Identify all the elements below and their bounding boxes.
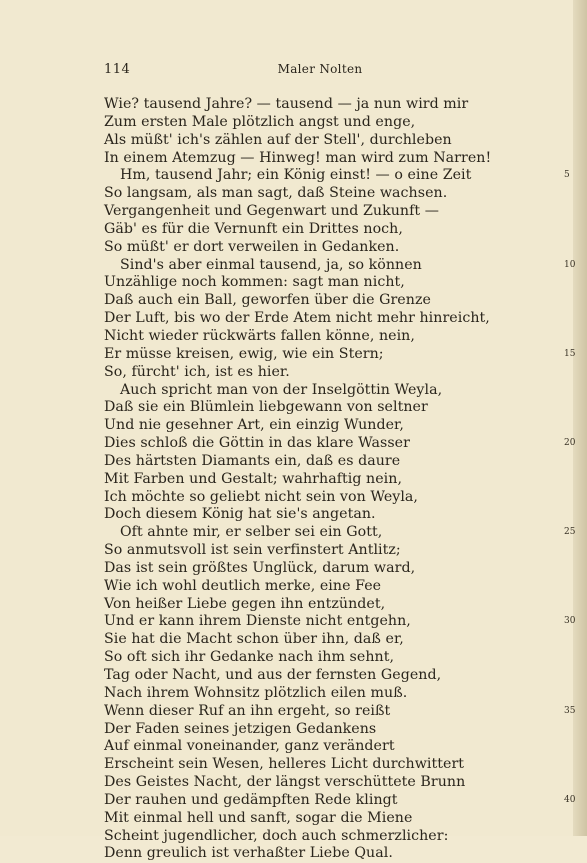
verse-line-text: Vergangenheit und Gegenwart und Zukunft — xyxy=(104,203,439,220)
verse-line xyxy=(104,453,536,471)
verse-line-text: So müßt' er dort verweilen in Gedanken. xyxy=(104,238,400,255)
verse-line-text: Mit einmal hell und sanft, sogar die Miene xyxy=(104,809,413,826)
verse-line-text: Der Faden seines jetzigen Gedankens xyxy=(104,720,377,737)
verse-line xyxy=(104,150,536,168)
verse-line-text: So oft sich ihr Gedanke nach ihm sehnt, xyxy=(104,649,395,666)
line-number: 20 xyxy=(564,438,576,449)
verse-line-text: Des Geistes Nacht, der längst verschüttete Brunn xyxy=(104,774,466,791)
verse-line-text: Wie? tausend Jahre? — tausend — ja nun wird mir xyxy=(104,96,469,112)
verse-line-text: Hm, tausend Jahr; ein König einst! — o eine Zeit xyxy=(120,167,472,184)
line-number: 35 xyxy=(564,705,576,716)
verse-line xyxy=(104,382,536,400)
line-number: 40 xyxy=(564,794,576,805)
verse-line-text: Daß auch ein Ball, geworfen über die Grenze xyxy=(104,292,431,309)
verse-line xyxy=(104,114,536,132)
line-number: 30 xyxy=(564,616,576,627)
verse-line xyxy=(104,828,536,846)
verse-line-text: So, fürcht' ich, ist es hier. xyxy=(104,363,290,380)
verse-line xyxy=(104,239,536,257)
verse-line-text: Der Luft, bis wo der Erde Atem nicht mehr hinreicht, xyxy=(104,310,490,327)
verse-line-text: Oft ahnte mir, er selber sei ein Gott, xyxy=(120,524,383,541)
verse-line xyxy=(104,417,536,435)
verse-line-text: Und nie gesehner Art, ein einzig Wunder, xyxy=(104,417,404,434)
verse-line xyxy=(104,435,576,453)
verse-line xyxy=(104,685,536,703)
verse-line xyxy=(104,274,536,292)
verse-line-text: Nicht wieder rückwärts fallen könne, nein, xyxy=(104,327,415,344)
verse-line xyxy=(104,578,536,596)
verse-line xyxy=(104,132,536,150)
verse-line xyxy=(104,542,536,560)
verse-line-text: Sind's aber einmal tausend, ja, so können xyxy=(120,256,422,273)
verse-line xyxy=(104,845,536,863)
verse-line xyxy=(104,810,536,828)
page-number: 114 xyxy=(104,62,131,77)
verse-line xyxy=(104,364,536,382)
verse-line xyxy=(104,399,536,417)
verse-line xyxy=(104,721,536,739)
verse-line xyxy=(104,328,536,346)
verse-line-text: Als müßt' ich's zählen auf der Stell', durchleben xyxy=(104,131,452,148)
running-title: Maler Nolten xyxy=(277,62,363,76)
verse-line xyxy=(104,524,576,542)
verse-line xyxy=(104,96,536,114)
verse-line-text: Und er kann ihrem Dienste nicht entgehn, xyxy=(104,613,411,630)
poem-text xyxy=(104,96,576,863)
verse-line-text: Scheint jugendlicher, doch auch schmerzlicher: xyxy=(104,827,449,844)
verse-line xyxy=(104,506,536,524)
verse-line-text: Erscheint sein Wesen, helleres Licht durchwittert xyxy=(104,756,465,773)
verse-line xyxy=(104,560,536,578)
verse-line xyxy=(104,702,576,721)
verse-line xyxy=(104,185,536,203)
verse-line-text: So langsam, als man sagt, daß Steine wachsen. xyxy=(104,185,448,202)
page-header xyxy=(104,62,536,82)
verse-line-text: In einem Atemzug — Hinweg! man wird zum Narren! xyxy=(104,149,492,166)
verse-line-text: Wie ich wohl deutlich merke, eine Fee xyxy=(104,577,382,594)
verse-line-text: Zum ersten Male plötzlich angst und enge, xyxy=(104,113,416,130)
verse-line-text: Auch spricht man von der Inselgöttin Weyla, xyxy=(120,381,443,398)
verse-line xyxy=(104,167,570,185)
line-number: 10 xyxy=(564,259,576,270)
verse-line xyxy=(104,221,536,239)
verse-line-text: Mit Farben und Gestalt; wahrhaftig nein, xyxy=(104,470,403,487)
verse-line-text: Unzählige noch kommen: sagt man nicht, xyxy=(104,274,405,291)
verse-line xyxy=(104,613,576,631)
verse-line-text: Sie hat die Macht schon über ihn, daß er, xyxy=(104,631,404,648)
verse-line xyxy=(104,256,576,275)
verse-line xyxy=(104,292,536,310)
verse-line-text: Ich möchte so geliebt nicht sein von Weyla, xyxy=(104,488,418,505)
verse-line xyxy=(104,345,576,364)
verse-line-text: Das ist sein größtes Unglück, darum ward, xyxy=(104,559,416,576)
verse-line-text: Auf einmal voneinander, ganz verändert xyxy=(104,738,395,755)
verse-line xyxy=(104,774,536,792)
line-number: 25 xyxy=(564,527,576,538)
verse-line xyxy=(104,649,536,667)
verse-line-text: Nach ihrem Wohnsitz plötzlich eilen muß. xyxy=(104,684,408,701)
verse-line-text: Wenn dieser Ruf an ihn ergeht, so reißt xyxy=(104,702,391,719)
verse-line-text: Tag oder Nacht, und aus der fernsten Gegend, xyxy=(104,667,442,683)
verse-line xyxy=(104,471,536,489)
verse-line xyxy=(104,667,536,685)
verse-line-text: So anmutsvoll ist sein verfinstert Antlitz; xyxy=(104,542,401,559)
verse-line xyxy=(104,631,536,649)
verse-line xyxy=(104,203,536,221)
verse-line xyxy=(104,756,536,774)
verse-line-text: Gäb' es für die Vernunft ein Drittes noch, xyxy=(104,220,403,237)
verse-line-text: Dies schloß die Göttin in das klare Wasser xyxy=(104,435,410,452)
line-number: 15 xyxy=(564,348,576,359)
verse-line-text: Er müsse kreisen, ewig, wie ein Stern; xyxy=(104,345,384,362)
verse-line xyxy=(104,791,576,810)
verse-line-text: Denn greulich ist verhaßter Liebe Qual. xyxy=(104,845,393,862)
verse-line-text: Daß sie ein Blümlein liebgewann von seltner xyxy=(104,399,428,416)
verse-line xyxy=(104,310,536,328)
verse-line-text: Doch diesem König hat sie's angetan. xyxy=(104,506,376,523)
line-number: 5 xyxy=(564,170,570,181)
verse-line-text: Der rauhen und gedämpften Rede klingt xyxy=(104,791,398,808)
verse-line xyxy=(104,738,536,756)
verse-line-text: Von heißer Liebe gegen ihn entzündet, xyxy=(104,595,386,612)
verse-line-text: Des härtsten Diamants ein, daß es daure xyxy=(104,452,401,469)
verse-line xyxy=(104,596,536,614)
verse-line xyxy=(104,489,536,507)
